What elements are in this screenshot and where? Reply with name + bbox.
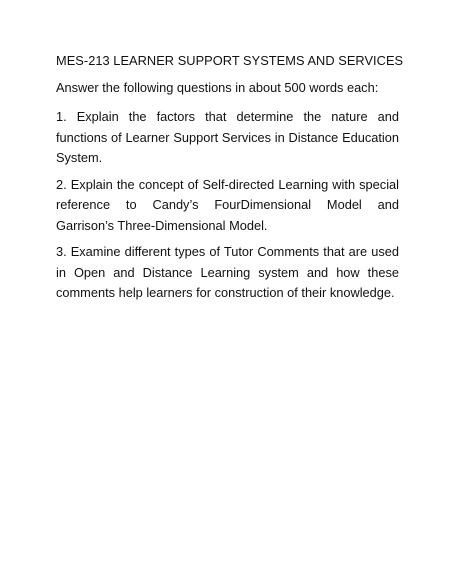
question-2: 2. Explain the concept of Self-directed Learning with special reference to Candy’s FourDimensional Model and Garrison’s Three-Dimensional Model. — [56, 176, 399, 233]
instruction-text: Answer the following questions in about 500 words each: — [56, 80, 379, 95]
document-title: MES-213 LEARNER SUPPORT SYSTEMS AND SERVICES — [56, 53, 404, 68]
document-page — [56, 52, 404, 310]
question-3: 3. Examine different types of Tutor Comments that are used in Open and Distance Learning system and how these comments help learners for construction of their knowledge. — [56, 244, 399, 300]
question-1: 1. Explain the factors that determine the nature and functions of Learner Support Services in Distance Education System. — [56, 109, 399, 165]
